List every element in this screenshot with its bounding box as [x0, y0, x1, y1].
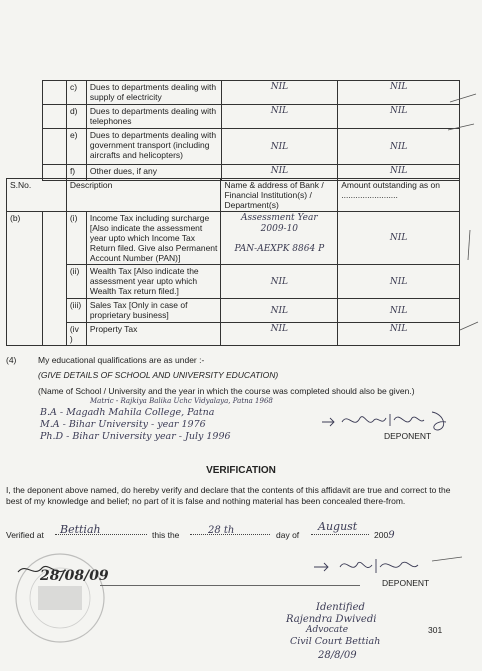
- table-row: [43, 105, 460, 129]
- signature-rule: [100, 585, 360, 586]
- header-sno: S.No.: [7, 179, 67, 212]
- education-entry: Ph.D - Bihar University year - July 1996: [40, 431, 231, 442]
- row-bank-value: NIL: [221, 105, 338, 129]
- row-description: Other dues, if any: [86, 165, 221, 181]
- verification-body: I, the deponent above named, do hereby verify and declare that the contents of this affidavit are true and correct to the best of my knowledge and belief; no part of it is false and nothing material has been concealed there-from.: [6, 485, 451, 506]
- table-row: [7, 323, 460, 346]
- year-value: 9: [388, 530, 395, 541]
- education-deponent-label: DEPONENT: [384, 431, 432, 441]
- education-subheading: (GIVE DETAILS OF SCHOOL AND UNIVERSITY EDUCATION): [38, 370, 279, 380]
- assessment-year-value: 2009-10: [260, 224, 299, 234]
- verification-initials: [16, 560, 76, 580]
- row-bank-value: NIL: [221, 165, 338, 181]
- table-row: [7, 212, 460, 265]
- education-entry: Matric - Rajkiya Balika Uchc Vidyalaya, Patna 1968: [90, 397, 273, 405]
- row-amount-value: NIL: [338, 105, 460, 129]
- identified-label: Identified: [316, 602, 365, 613]
- education-instruction: (Name of School / University and the year in which the course was completed should also be given.): [38, 386, 415, 396]
- row-amount-value: NIL: [338, 212, 460, 265]
- verified-day: 28 th: [208, 525, 235, 536]
- table-row: [7, 265, 460, 299]
- table-row: [7, 299, 460, 323]
- verification-deponent-label: DEPONENT: [382, 578, 430, 588]
- row-roman: (iv ): [66, 323, 86, 346]
- row-amount-value: NIL: [338, 265, 460, 299]
- row-amount-value: NIL: [338, 299, 460, 323]
- advocate-name: Rajendra Dwivedi: [286, 614, 377, 625]
- margin-ticks: [430, 90, 482, 350]
- stamp-date: 28/08/09: [40, 568, 109, 584]
- education-number: (4): [6, 355, 17, 365]
- row-bank-value: NIL: [221, 265, 338, 299]
- row-description: Wealth Tax [Also indicate the assessment year upto which Wealth Tax return filed.]: [86, 265, 221, 299]
- row-roman: (iii): [66, 299, 86, 323]
- row-bank-value: NIL: [221, 323, 338, 346]
- dues-table: [42, 80, 460, 181]
- verified-month: August: [318, 520, 358, 533]
- row-letter: e): [66, 129, 86, 165]
- row-amount-value: NIL: [338, 81, 460, 105]
- day-of-label: day of: [276, 530, 300, 540]
- table-header-row: [7, 179, 460, 212]
- row-description: Dues to departments dealing with telephones: [86, 105, 221, 129]
- verified-at-label: Verified at: [6, 530, 44, 540]
- row-bank-value: NIL: [221, 81, 338, 105]
- row-bank-value: NIL: [221, 129, 338, 165]
- advocate-number: 301: [428, 625, 443, 635]
- section-label: (b): [7, 212, 43, 346]
- row-description: Dues to departments dealing with supply of electricity: [86, 81, 221, 105]
- row-letter: d): [66, 105, 86, 129]
- year-prefix: 200: [374, 530, 389, 540]
- row-amount-value: NIL: [338, 129, 460, 165]
- row-description: Dues to departments dealing with government transport (including aircrafts and helicopters): [86, 129, 221, 165]
- row-description: Sales Tax [Only in case of proprietary business]: [86, 299, 221, 323]
- verified-place: Bettiah: [60, 523, 101, 536]
- row-letter: c): [66, 81, 86, 105]
- row-description: Property Tax: [86, 323, 221, 346]
- education-heading: My educational qualifications are as under :-: [38, 355, 205, 365]
- table-row: [43, 129, 460, 165]
- header-bank: Name & address of Bank / Financial Institution(s) / Department(s): [221, 179, 338, 212]
- row-letter: f): [66, 165, 86, 181]
- education-entry: B.A - Magadh Mahila College, Patna: [40, 407, 215, 418]
- row-amount-value: NIL: [338, 323, 460, 346]
- deponent-signature-2: [312, 555, 472, 579]
- verification-title: VERIFICATION: [206, 465, 276, 476]
- row-amount-value: NIL: [338, 165, 460, 181]
- pan-number: PAN-AEXPK 8864 P: [234, 244, 325, 254]
- row-bank-value: NIL: [221, 299, 338, 323]
- income-tax-details: [221, 212, 338, 265]
- advocate-title: Advocate: [306, 625, 349, 635]
- tax-table: [6, 178, 460, 346]
- row-roman: (ii): [66, 265, 86, 299]
- assessment-year-label: Assessment Year: [241, 213, 318, 223]
- table-row: [43, 81, 460, 105]
- education-entry: M.A - Bihar University - year 1976: [40, 419, 206, 430]
- header-amount: Amount outstanding as on ........................: [338, 179, 460, 212]
- advocate-court: Civil Court Bettiah: [290, 636, 381, 647]
- row-roman: (i): [66, 212, 86, 265]
- row-description: Income Tax including surcharge [Also indicate the assessment year upto which Income Tax Return filed. Give also Permanent Account Number (PAN)]: [86, 212, 221, 265]
- identification-date: 28/8/09: [318, 650, 357, 661]
- month-line: [311, 534, 369, 535]
- this-the-label: this the: [152, 530, 180, 540]
- header-description: Description: [66, 179, 221, 212]
